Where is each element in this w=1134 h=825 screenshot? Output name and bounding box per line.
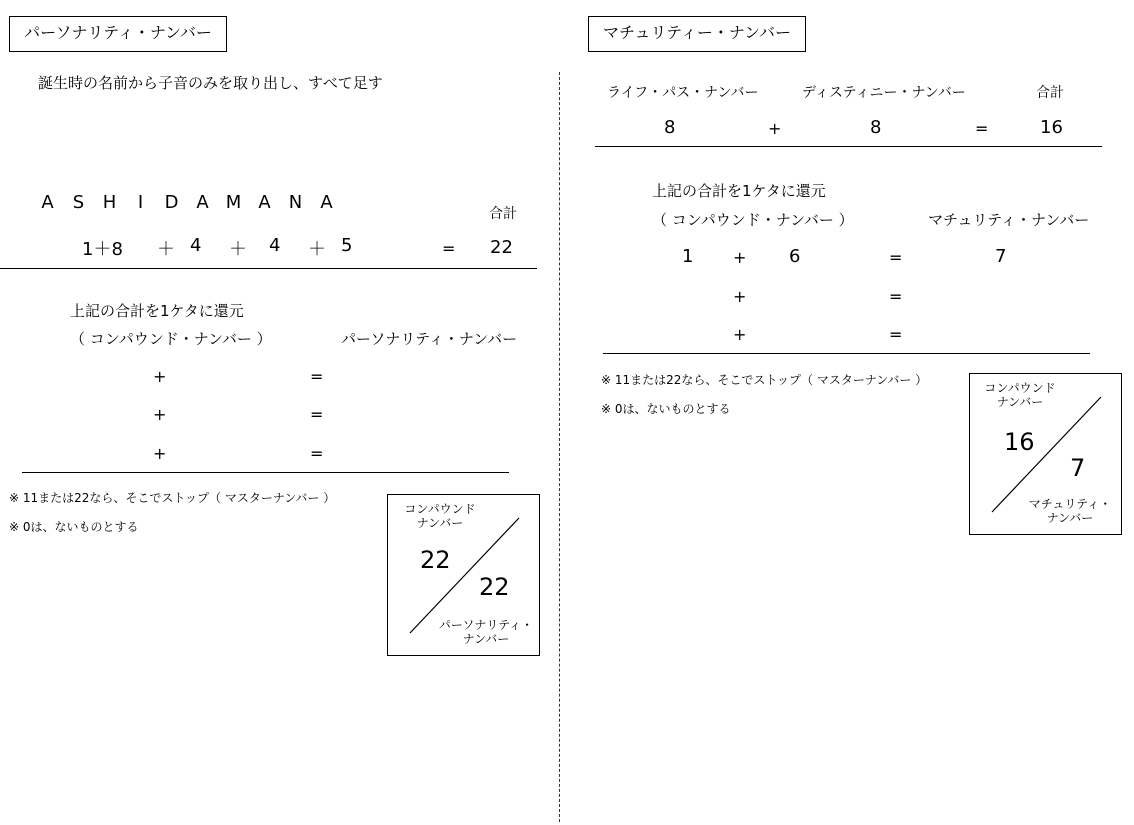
maturity-label-line: マチュリティ・ <box>1028 497 1112 511</box>
life-path-label: ライフ・パス・ナンバー <box>607 85 759 101</box>
personality-label-line: パーソナリティ・ <box>438 618 534 632</box>
equals-sign: = <box>889 248 903 267</box>
consonant-term: 5 <box>341 235 353 256</box>
letter: I <box>137 192 144 213</box>
compound-number-label: （ コンパウンド・ナンバー ） <box>70 330 272 348</box>
maturity-number-title: マチュリティー・ナンバー <box>588 16 806 52</box>
equals-sign: = <box>889 325 903 344</box>
personality-box-label <box>438 618 534 646</box>
equals-sign: = <box>310 444 324 463</box>
reduce-label: 上記の合計を1ケタに還元 <box>70 302 244 320</box>
letter: A <box>320 192 333 213</box>
divider-line <box>603 353 1090 354</box>
compound-label-line: ナンバー <box>416 516 464 530</box>
reduce-digit-b: 6 <box>789 246 801 267</box>
note-zero: ※ 0は、ないものとする <box>601 402 731 416</box>
personality-result-box <box>387 494 540 656</box>
equals-sign: = <box>442 239 456 258</box>
letter: D <box>164 192 179 213</box>
note-master-number: ※ 11または22なら、そこでストップ（ マスターナンバー ） <box>9 491 336 505</box>
divider-line <box>0 268 537 269</box>
sum-label: 合計 <box>1036 85 1064 101</box>
maturity-number-label: マチュリティ・ナンバー <box>928 211 1090 229</box>
life-path-value: 8 <box>664 117 676 138</box>
plus-sign: ＋ <box>229 239 247 260</box>
maturity-value: 7 <box>1070 454 1086 482</box>
maturity-result-box <box>969 373 1122 535</box>
equals-sign: = <box>310 405 324 424</box>
reduce-label: 上記の合計を1ケタに還元 <box>652 182 826 200</box>
letter: H <box>102 192 117 213</box>
plus-sign: ＋ <box>308 239 326 260</box>
center-dashed-divider <box>559 72 560 822</box>
maturity-label-line: ナンバー <box>1046 511 1094 525</box>
compound-label <box>400 502 480 530</box>
letter: A <box>41 192 54 213</box>
consonant-term: 4 <box>269 235 281 256</box>
maturity-result: 7 <box>995 246 1007 267</box>
name-letters <box>32 192 342 213</box>
note-zero: ※ 0は、ないものとする <box>9 520 139 534</box>
plus-sign: ＋ <box>157 239 175 260</box>
letter: M <box>225 192 242 213</box>
maturity-box-label <box>1025 497 1115 525</box>
personality-label-line: ナンバー <box>462 632 510 646</box>
plus-sign: + <box>153 367 167 386</box>
sum-value: 16 <box>1040 117 1063 138</box>
destiny-label: ディスティニー・ナンバー <box>802 85 966 101</box>
plus-sign: + <box>768 119 782 138</box>
letter: S <box>72 192 85 213</box>
personality-number-title: パーソナリティ・ナンバー <box>9 16 227 52</box>
equals-sign: = <box>889 287 903 306</box>
compound-value: 16 <box>1004 428 1035 456</box>
compound-label <box>980 381 1060 409</box>
plus-sign: + <box>153 444 167 463</box>
consonant-term: 4 <box>190 235 202 256</box>
compound-label-line: コンパウンド <box>404 502 476 516</box>
reduce-digit-a: 1 <box>682 246 694 267</box>
letter: A <box>196 192 209 213</box>
instruction-text: 誕生時の名前から子音のみを取り出し、すべて足す <box>38 74 383 92</box>
letter: N <box>288 192 303 213</box>
plus-sign: + <box>733 325 747 344</box>
personality-value: 22 <box>479 573 510 601</box>
sum-value: 22 <box>490 237 513 258</box>
plus-sign: + <box>733 248 747 267</box>
compound-label-line: コンパウンド <box>984 381 1056 395</box>
compound-value: 22 <box>420 546 451 574</box>
equals-sign: = <box>310 367 324 386</box>
personality-number-label: パーソナリティ・ナンバー <box>341 330 518 348</box>
divider-line <box>595 146 1102 147</box>
sum-label: 合計 <box>489 206 517 222</box>
consonant-term: 1＋8 <box>82 239 123 260</box>
plus-sign: + <box>733 287 747 306</box>
note-master-number: ※ 11または22なら、そこでストップ（ マスターナンバー ） <box>601 373 928 387</box>
divider-line <box>22 472 509 473</box>
compound-number-label: （ コンパウンド・ナンバー ） <box>652 211 854 229</box>
destiny-value: 8 <box>870 117 882 138</box>
equals-sign: = <box>975 119 989 138</box>
plus-sign: + <box>153 405 167 424</box>
letter: A <box>258 192 271 213</box>
compound-label-line: ナンバー <box>996 395 1044 409</box>
